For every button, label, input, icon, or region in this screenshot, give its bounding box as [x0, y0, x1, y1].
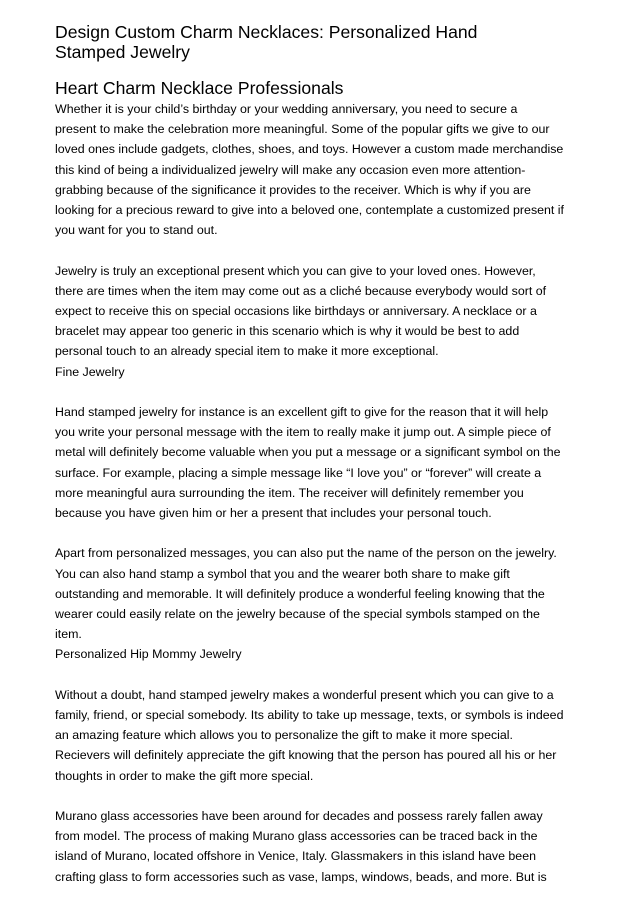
- paragraph-gap: [55, 382, 595, 402]
- paragraph-intro: Whether it is your child’s birthday or your wedding anniversary, you need to secure a present to make the celebration more meaningful. Some of the popular gifts we give to our loved ones include gadgets, clothes, shoes, and toys. However a custom made merchandise this kind of being a individualized jewelry will make any occasion even more attention- grabbing because of the significance it provides to the receiver. Which is why if you are looking for a precious reward to give into a beloved one, contemplate a customized present if you want for you to stand out.: [55, 102, 564, 238]
- paragraph-gap: [55, 665, 595, 685]
- paragraph-gap: [55, 523, 595, 543]
- paragraph-gap: [55, 786, 595, 806]
- paragraph-exceptional-present: Jewelry is truly an exceptional present which you can give to your loved ones. However, there are times when the item may come out as a cliché because everybody would sort of expect to receive this on special occasions like birthdays or anniversary. A necklace or a bracelet may appear too generic in this scenario which is why it would be best to add personal touch to an already special item to make it more exceptional.: [55, 263, 547, 359]
- document-title: Design Custom Charm Necklaces: Personalized Hand Stamped Jewelry: [55, 22, 478, 62]
- paragraph-wonderful-present: Without a doubt, hand stamped jewelry makes a wonderful present which you can give to a family, friend, or special somebody. Its ability to take up message, texts, or symbols is indeed an amazing feature which allows you to personalize the gift to make it more special. Recievers will definitely appreciate the gift knowing that the person has poured all his or her thoughts in order to make the gift more special.: [55, 687, 564, 783]
- paragraph-gap: [55, 240, 595, 260]
- subheading-fine-jewelry: Fine Jewelry: [55, 364, 125, 379]
- document-page: [55, 22, 595, 887]
- section-heading: Heart Charm Necklace Professionals: [55, 78, 344, 98]
- paragraph-personalized-messages: Apart from personalized messages, you can also put the name of the person on the jewelry. You can also hand stamp a symbol that you and the wearer both share to make gift outstanding and memorable. It will definitely produce a wonderful feeling knowing that the wearer could easily relate on the jewelry because of the special symbols stamped on the item.: [55, 546, 557, 642]
- paragraph-hand-stamped: Hand stamped jewelry for instance is an excellent gift to give for the reason that it will help you write your personal message with the item to really make it jump out. A simple piece of metal will definitely become valuable when you put a message or a significant symbol on the surface. For example, placing a simple message like “I love you” or “forever” will create a more meaningful aura surrounding the item. The receiver will definitely remember you because you have given him or her a present that includes your personal touch.: [55, 405, 561, 521]
- paragraph-murano-glass: Murano glass accessories have been around for decades and possess rarely fallen away from model. The process of making Murano glass accessories can be traced back in the island of Murano, located offshore in Venice, Italy. Glassmakers in this island have been crafting glass to form accessories such as vase, lamps, windows, beads, and more. But is: [55, 809, 547, 884]
- subheading-hip-mommy-jewelry: Personalized Hip Mommy Jewelry: [55, 647, 242, 662]
